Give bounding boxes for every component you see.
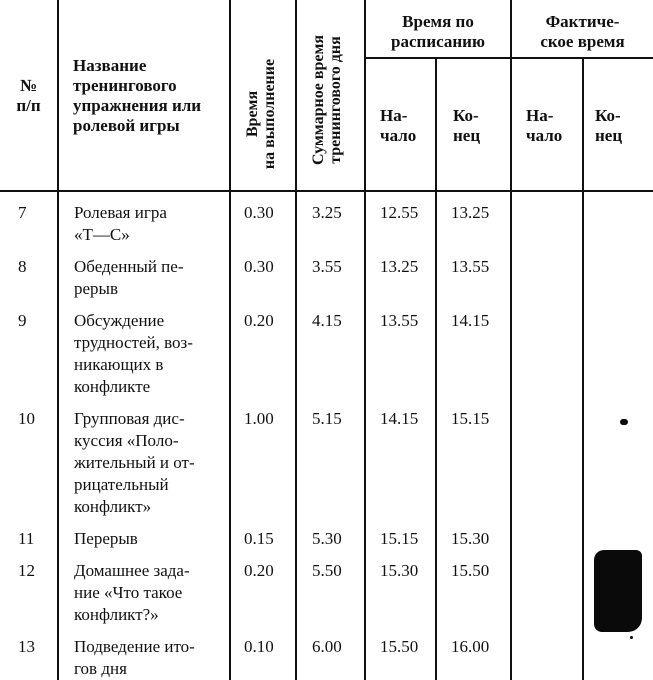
row-7-duration: 0.30 bbox=[244, 203, 274, 222]
row-12-end: 15.50 bbox=[451, 561, 490, 580]
grid-line-v4 bbox=[364, 0, 366, 680]
row-9-num: 9 bbox=[18, 311, 27, 330]
row-10-num: 10 bbox=[18, 409, 35, 428]
header-scheduled-end: Ко- нец bbox=[453, 106, 481, 145]
row-8-duration: 0.30 bbox=[244, 257, 274, 276]
header-scheduled-start: На- чало bbox=[380, 106, 417, 145]
row-9-name: Обсуждение трудностей, воз- никающих в конфликте bbox=[74, 311, 193, 396]
row-10-duration: 1.00 bbox=[244, 409, 274, 428]
row-9-total: 4.15 bbox=[312, 311, 342, 330]
row-12-start: 15.30 bbox=[380, 561, 419, 580]
row-10-end: 15.15 bbox=[451, 409, 490, 428]
grid-line-v1 bbox=[57, 0, 59, 680]
row-7-name: Ролевая игра «Т—С» bbox=[74, 203, 167, 244]
grid-line-v5 bbox=[435, 58, 437, 680]
row-8-total: 3.55 bbox=[312, 257, 342, 276]
row-10-start: 14.15 bbox=[380, 409, 419, 428]
header-actual-time: Фактиче- ское время bbox=[540, 12, 625, 51]
header-total-time: Суммарное время тренингового дня bbox=[310, 34, 344, 166]
row-12-total: 5.50 bbox=[312, 561, 342, 580]
row-8-name: Обеденный пе- рерыв bbox=[74, 257, 184, 298]
row-11-name: Перерыв bbox=[74, 529, 138, 548]
grid-line-v2 bbox=[229, 0, 231, 680]
ink-speck bbox=[620, 419, 628, 425]
row-9-end: 14.15 bbox=[451, 311, 490, 330]
row-8-start: 13.25 bbox=[380, 257, 419, 276]
header-scheduled-time: Время по расписанию bbox=[391, 12, 485, 51]
header-actual-end: Ко- нец bbox=[595, 106, 623, 145]
grid-line-v3 bbox=[295, 0, 297, 680]
row-11-end: 15.30 bbox=[451, 529, 490, 548]
row-13-name: Подведение ито- гов дня bbox=[74, 637, 195, 678]
header-duration: Время на выполнение bbox=[244, 58, 278, 170]
row-13-num: 13 bbox=[18, 637, 35, 656]
row-9-duration: 0.20 bbox=[244, 311, 274, 330]
row-8-end: 13.55 bbox=[451, 257, 490, 276]
row-8-num: 8 bbox=[18, 257, 27, 276]
row-7-total: 3.25 bbox=[312, 203, 342, 222]
ink-dot bbox=[630, 636, 633, 639]
row-12-duration: 0.20 bbox=[244, 561, 274, 580]
row-11-start: 15.15 bbox=[380, 529, 419, 548]
row-13-start: 15.50 bbox=[380, 637, 419, 656]
row-10-total: 5.15 bbox=[312, 409, 342, 428]
row-13-duration: 0.10 bbox=[244, 637, 274, 656]
header-num: № п/п bbox=[16, 76, 41, 115]
row-11-num: 11 bbox=[18, 529, 35, 548]
row-11-duration: 0.15 bbox=[244, 529, 274, 548]
header-exercise-name: Название тренингового упражнения или ролевой игры bbox=[73, 56, 202, 135]
row-7-num: 7 bbox=[18, 203, 27, 222]
header-subdivider bbox=[364, 57, 653, 59]
row-12-num: 12 bbox=[18, 561, 35, 580]
row-12-name: Домашнее зада- ние «Что такое конфликт?» bbox=[74, 561, 190, 624]
grid-line-v6 bbox=[510, 0, 512, 680]
row-10-name: Групповая дис- куссия «Поло- жительный и от- рицательный конфликт» bbox=[74, 409, 195, 516]
grid-line-v7 bbox=[582, 58, 584, 680]
row-13-total: 6.00 bbox=[312, 637, 342, 656]
header-actual-start: На- чало bbox=[526, 106, 563, 145]
row-7-start: 12.55 bbox=[380, 203, 419, 222]
ink-smudge bbox=[594, 550, 642, 632]
row-7-end: 13.25 bbox=[451, 203, 490, 222]
row-9-start: 13.55 bbox=[380, 311, 419, 330]
row-11-total: 5.30 bbox=[312, 529, 342, 548]
row-13-end: 16.00 bbox=[451, 637, 490, 656]
